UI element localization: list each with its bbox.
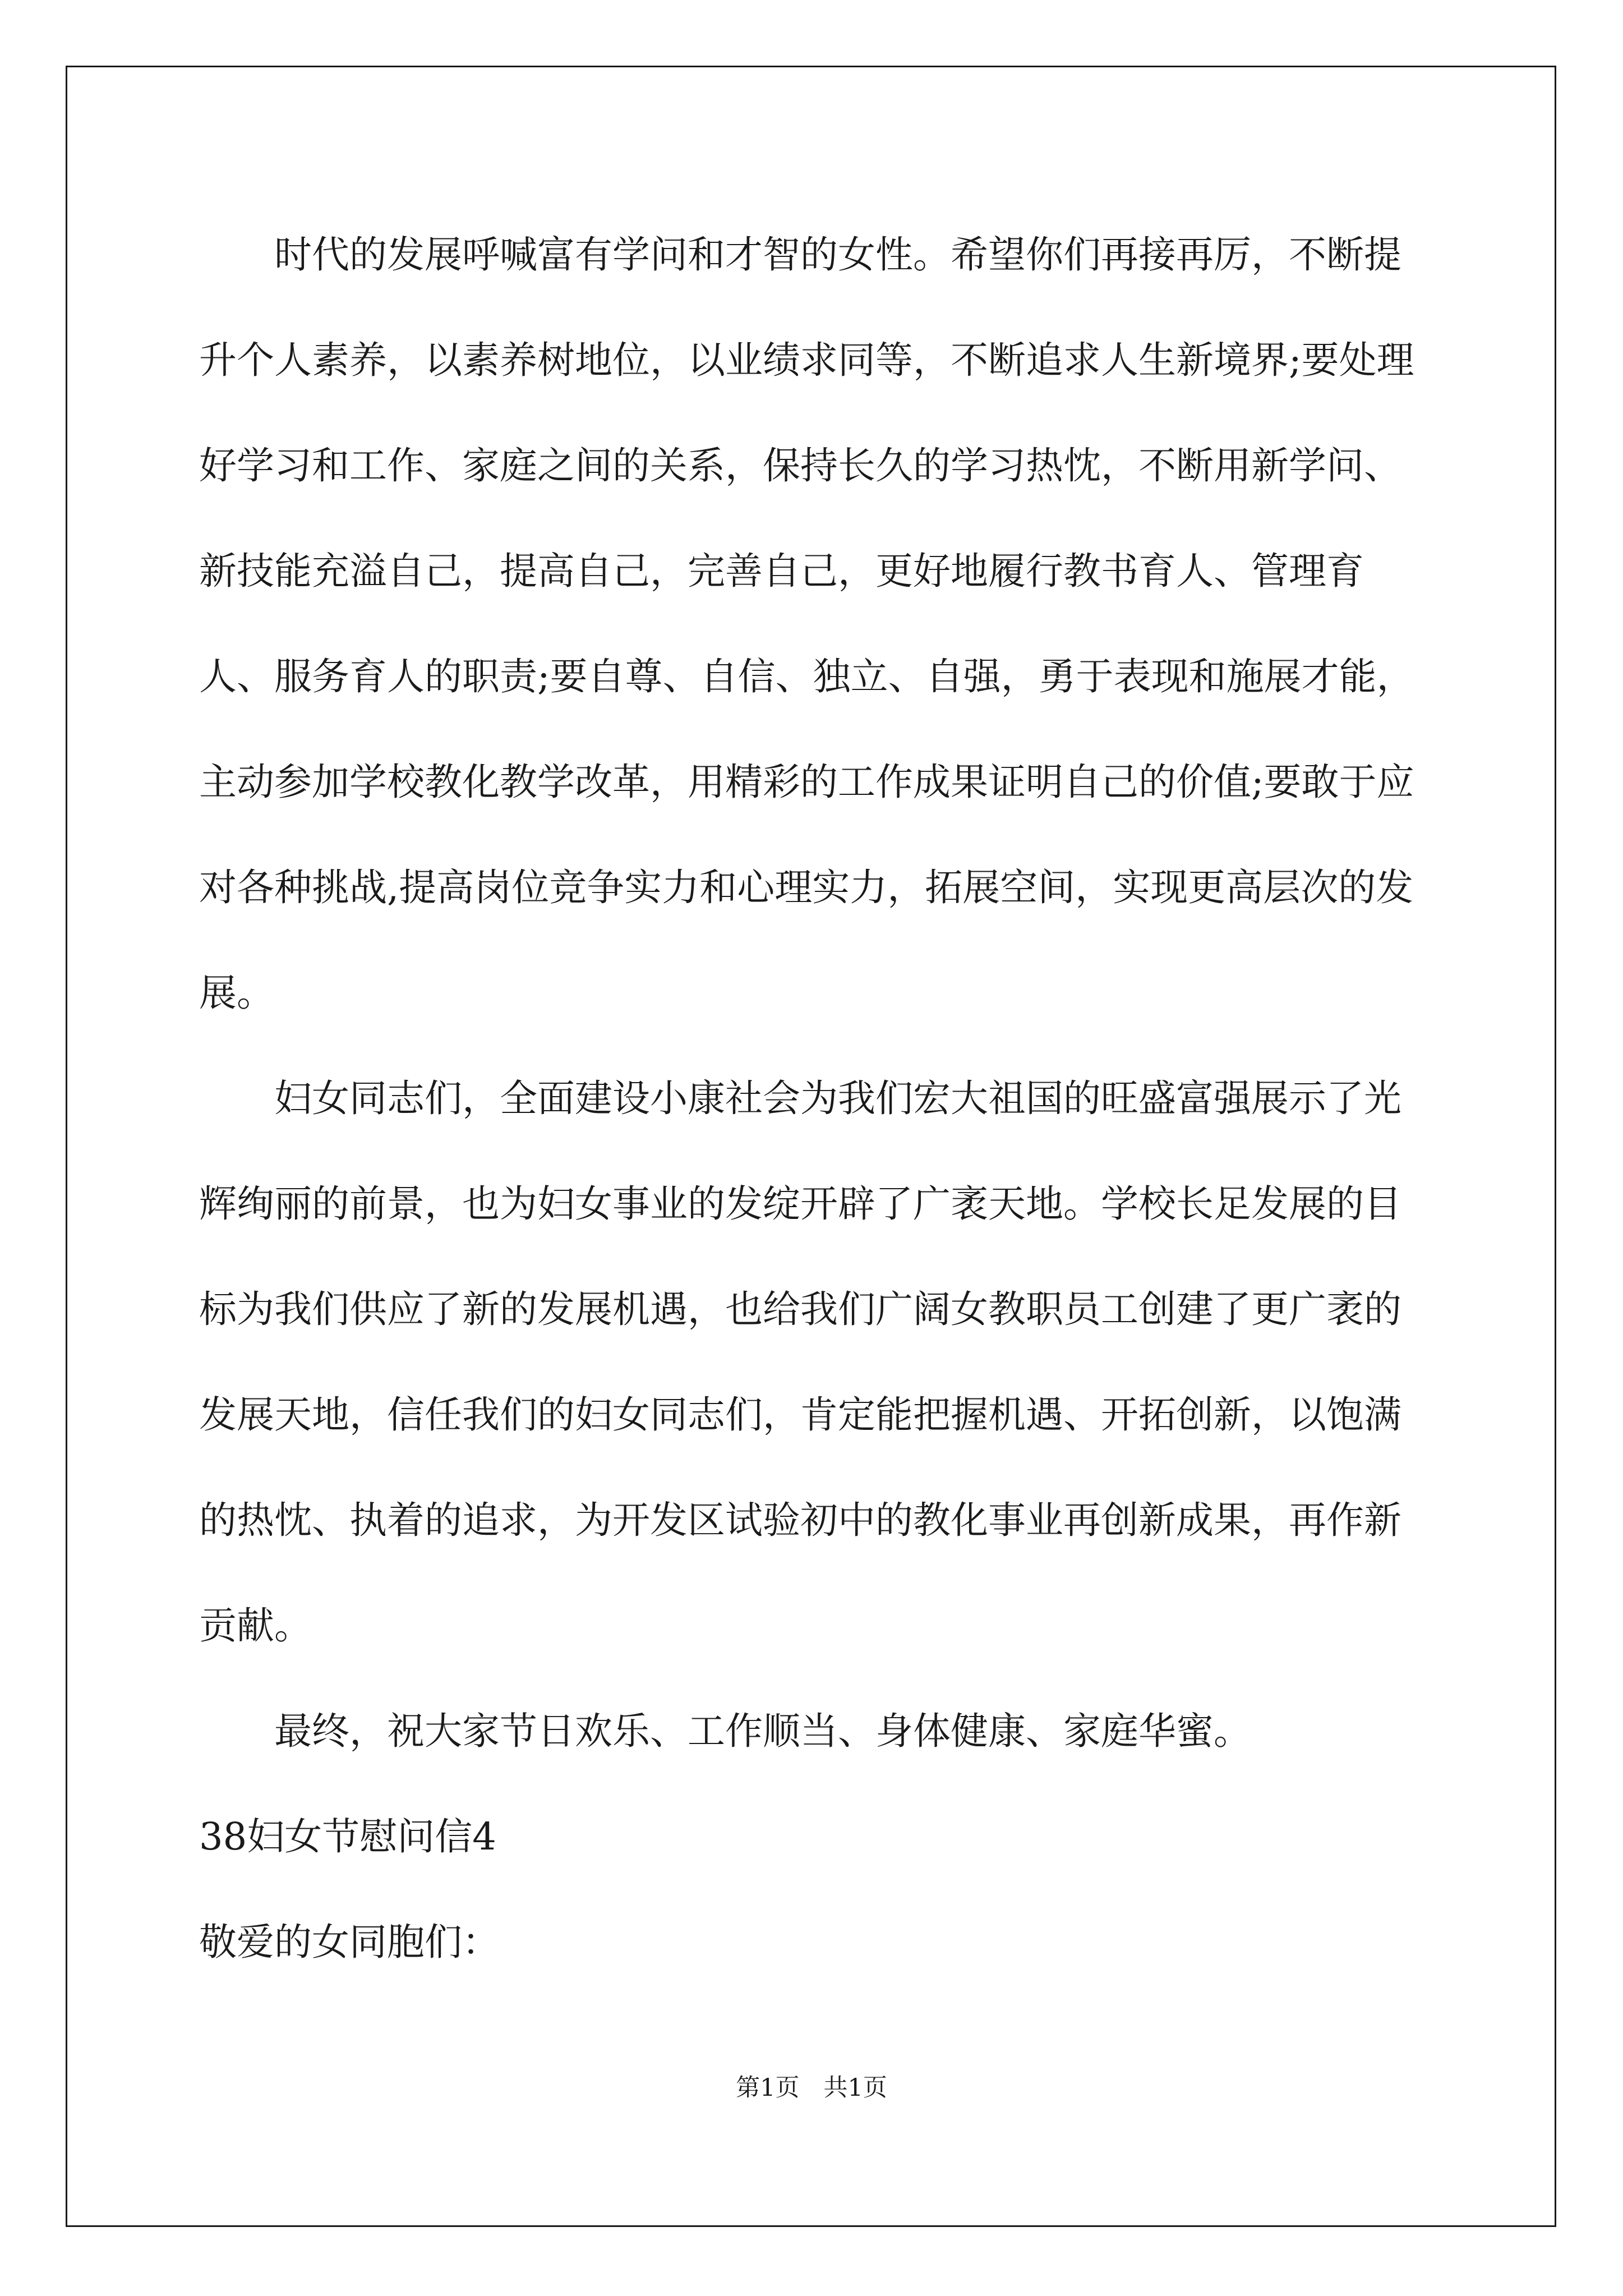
document-body xyxy=(199,202,1433,1995)
paragraph-3: 最终，祝大家节日欢乐、工作顺当、身体健康、家庭华蜜。 xyxy=(274,1709,1251,1753)
page-number-footer: 第1页 共1页 xyxy=(736,2074,887,2102)
paragraph-1: 时代的发展呼喊富有学问和才智的女性。希望你们再接再厉，不断提升个人素养，以素养树地位，以业绩求同等，不断追求人生新境界;要处理好学习和工作、家庭之间的关系，保持长久的学习热忱，不断用新学问、新技能充溢自己，提高自己，完善自己，更好地履行教书育人、管理育人、服务育人的职责;要自尊、自信、独立、自强，勇于表现和施展才能，主动参加学校教化教学改革，用精彩的工作成果证明自己的价值;要敢于应对各种挑战,提高岗位竞争实力和心理实力，拓展空间，实现更高层次的发展。 xyxy=(199,233,1414,1015)
paragraph-2: 妇女同志们，全面建设小康社会为我们宏大祖国的旺盛富强展示了光辉绚丽的前景，也为妇女事业的发绽开辟了广袤天地。学校长足发展的目标为我们供应了新的发展机遇，也给我们广阔女教职员工创建了更广袤的发展天地，信任我们的妇女同志们，肯定能把握机遇、开拓创新，以饱满的热忱、执着的追求，为开发区试验初中的教化事业再创新成果，再作新贡献。 xyxy=(199,1076,1401,1648)
letter-heading: 38妇女节慰问信4 xyxy=(199,1815,496,1858)
letter-salutation: 敬爱的女同胞们： xyxy=(199,1920,500,1964)
